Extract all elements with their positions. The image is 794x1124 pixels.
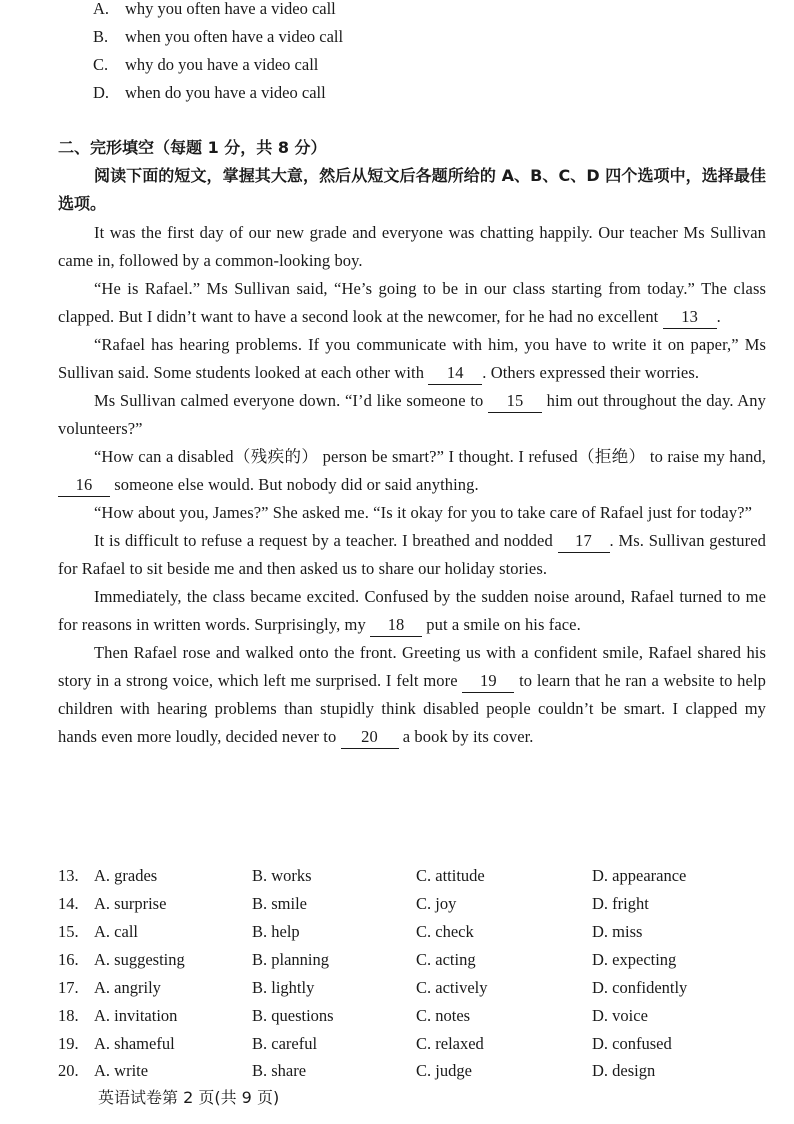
choice-b: B. questions — [252, 1006, 334, 1025]
choice-d: D. design — [592, 1061, 656, 1080]
passage-text: It is difficult to refuse a request by a teacher. I breathed and nodded — [94, 531, 558, 550]
page-footer: 英语试卷第 2 页(共 9 页) — [98, 1088, 280, 1107]
choice-b: B. planning — [252, 950, 329, 969]
passage-paragraph — [58, 583, 766, 639]
choice-b: B. lightly — [252, 978, 315, 997]
question-row-15 — [58, 918, 766, 946]
choice-c: C. relaxed — [416, 1034, 484, 1053]
option-text: why do you have a video call — [125, 55, 319, 74]
choice-d: D. expecting — [592, 950, 677, 969]
passage-paragraph — [58, 639, 766, 751]
prev-option-a — [93, 0, 336, 23]
question-number: 15. — [58, 922, 79, 941]
passage-text: . Ms. Sullivan gestured for Rafael to sit beside me and then asked us to share our holiday stories. — [58, 531, 766, 578]
option-letter: C. — [93, 55, 109, 74]
blank-15: 15 — [488, 390, 542, 413]
question-row-13 — [58, 862, 766, 890]
section-instructions: 阅读下面的短文，掌握其大意，然后从短文后各题所给的 A、B、C、D 四个选项中，选择最佳选项。 — [58, 166, 766, 213]
prev-option-d — [93, 79, 326, 107]
passage-text: . — [716, 307, 721, 326]
passage-text: to learn that he ran a website to help children with hearing problems than stupidly think disabled people couldn’t be smart. I clapped my hands even more loudly, decided never to — [58, 671, 766, 746]
choice-a: A. invitation — [94, 1006, 178, 1025]
passage-text: Ms Sullivan calmed everyone down. “I’d like someone to — [94, 391, 488, 410]
choice-a: A. surprise — [94, 894, 167, 913]
option-letter: B. — [93, 27, 109, 46]
choice-a: A. suggesting — [94, 950, 185, 969]
choice-d: D. fright — [592, 894, 649, 913]
blank-20: 20 — [341, 726, 399, 749]
blank-17: 17 — [558, 530, 610, 553]
blank-14: 14 — [428, 362, 482, 385]
choice-b: B. help — [252, 922, 300, 941]
option-text: why you often have a video call — [125, 0, 336, 18]
choice-b: B. smile — [252, 894, 308, 913]
choice-a: A. call — [94, 922, 138, 941]
passage-paragraph — [58, 275, 766, 331]
blank-19: 19 — [462, 670, 514, 693]
prev-option-b — [93, 23, 343, 51]
choice-a: A. shameful — [94, 1034, 175, 1053]
question-number: 18. — [58, 1006, 79, 1025]
blank-13: 13 — [663, 306, 717, 329]
choice-d: D. confused — [592, 1034, 672, 1053]
choice-c: C. judge — [416, 1061, 472, 1080]
question-number: 13. — [58, 866, 79, 885]
prev-option-c — [93, 51, 318, 79]
blank-18: 18 — [370, 614, 422, 637]
passage-text: Immediately, the class became excited. Confused by the sudden noise around, Rafael turned to me for reasons in written words. Surprisingly, my — [58, 587, 766, 634]
choice-c: C. notes — [416, 1006, 471, 1025]
question-row-20 — [58, 1057, 766, 1085]
choice-c: C. acting — [416, 950, 476, 969]
choice-b: B. careful — [252, 1034, 318, 1053]
passage-text: put a smile on his face. — [422, 615, 581, 634]
question-row-17 — [58, 974, 766, 1002]
choice-d: D. appearance — [592, 866, 687, 885]
passage-paragraph: “How about you, James?” She asked me. “Is it okay for you to take care of Rafael just for today?” — [94, 503, 753, 522]
choice-d: D. voice — [592, 1006, 648, 1025]
passage-text: him out throughout the day. Any volunteers?” — [58, 391, 766, 438]
passage-paragraph — [58, 331, 766, 387]
choice-c: C. actively — [416, 978, 488, 997]
choice-c: C. attitude — [416, 866, 485, 885]
passage-paragraph: It was the first day of our new grade and everyone was chatting happily. Our teacher Ms Sullivan came in, followed by a common-looking boy. — [58, 223, 766, 270]
option-letter: A. — [93, 0, 110, 18]
choice-b: B. works — [252, 866, 312, 885]
passage-text: a book by its cover. — [398, 727, 534, 746]
passage-text: . Others expressed their worries. — [482, 363, 700, 382]
passage-text: someone else would. But nobody did or said anything. — [110, 475, 479, 494]
choice-b: B. share — [252, 1061, 307, 1080]
blank-16: 16 — [58, 474, 110, 497]
section-heading: 二、完形填空（每题 1 分，共 8 分） — [58, 138, 327, 157]
question-number: 20. — [58, 1061, 79, 1080]
question-number: 14. — [58, 894, 79, 913]
passage-text: “How can a disabled（残疾的） person be smart?” I thought. I refused（拒绝） to raise my hand, — [94, 447, 766, 466]
passage-paragraph — [58, 443, 766, 499]
passage-paragraph — [58, 387, 766, 443]
choice-d: D. miss — [592, 922, 643, 941]
choice-c: C. check — [416, 922, 474, 941]
passage-text: “He is Rafael.” Ms Sullivan said, “He’s going to be in our class starting from today.” The class clapped. But I didn’t want to have a second look at the newcomer, for he had no excellent — [58, 279, 766, 326]
option-letter: D. — [93, 83, 110, 102]
passage-text: “Rafael has hearing problems. If you communicate with him, you have to write it on paper,” Ms Sullivan said. Some students looked at each other with — [58, 335, 766, 382]
question-number: 17. — [58, 978, 79, 997]
choice-c: C. joy — [416, 894, 457, 913]
option-text: when you often have a video call — [125, 27, 344, 46]
cloze-passage — [58, 219, 766, 751]
question-row-16 — [58, 946, 766, 974]
choice-d: D. confidently — [592, 978, 688, 997]
choice-a: A. grades — [94, 866, 158, 885]
passage-paragraph — [58, 527, 766, 583]
passage-text: Then Rafael rose and walked onto the front. Greeting us with a confident smile, Rafael shared his story in a strong voice, which left me surprised. I felt more — [58, 643, 766, 690]
choice-a: A. angrily — [94, 978, 161, 997]
question-row-14 — [58, 890, 766, 918]
question-row-19 — [58, 1030, 766, 1058]
question-row-18 — [58, 1002, 766, 1030]
option-text: when do you have a video call — [125, 83, 326, 102]
question-number: 16. — [58, 950, 79, 969]
question-number: 19. — [58, 1034, 79, 1053]
choice-a: A. write — [94, 1061, 149, 1080]
